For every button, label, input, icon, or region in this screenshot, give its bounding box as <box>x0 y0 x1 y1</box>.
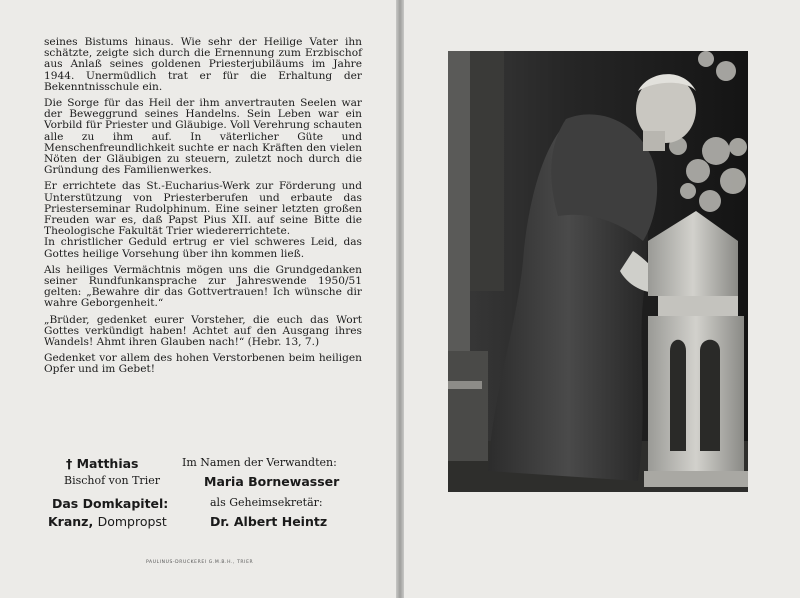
secretary-intro: als Geheimsekretär: <box>210 496 323 509</box>
photo-illustration <box>448 51 748 492</box>
relatives-intro: Im Namen der Verwandten: <box>182 456 337 469</box>
paragraph-suffering: In christlicher Geduld ertrug er viel schweres Leid, das Gottes heilige Vorsehung über ihn kommen ließ. <box>44 236 362 260</box>
relative-signature-name: Maria Bornewasser <box>204 474 340 489</box>
left-page <box>0 0 396 598</box>
cathedral-chapter-label: Das Domkapitel: <box>52 496 169 511</box>
archbishop-praying-photo <box>448 51 748 492</box>
paragraph-prayer-request: Gedenket vor allem des hohen Verstorbenen beim heiligen Opfer und im Gebet! <box>44 352 362 376</box>
printer-imprint: PAULINUS-DRUCKEREI G.M.B.H., TRIER <box>146 560 254 565</box>
reliquary-stand <box>644 211 748 487</box>
secretary-signature-name: Dr. Albert Heintz <box>210 514 328 529</box>
paragraph-legacy: Als heiliges Vermächtnis mögen uns die Grundgedanken seiner Rundfunkansprache zur Jahreswende 1950/51 gelten: „Bewahre dir das Gottvertrauen! Ich wünsche dir wahre Geborgenheit.“ <box>44 263 362 310</box>
bishop-signature-title: Bischof von Trier <box>64 474 160 487</box>
paragraph-care-of-souls: Die Sorge für das Heil der ihm anvertrauten Seelen war der Beweggrund seines Handelns. Sein Leben war ein Vorbild für Priester und Gläubige. Voll Verehrung schauten alle zu ihm auf. In väterlicher Güte und Menschenfreundlichkeit suchte er nach Kräften den vielen Nöten der Gläubigen zu steuern, zuletzt noch durch die Gründung des Familienwerkes. <box>44 97 362 177</box>
paragraph-scripture-quote: „Brüder, gedenket eurer Vorsteher, die euch das Wort Gottes verkündigt haben! Achtet auf den Ausgang ihres Wandels! Ahmt ihren Glauben nach!“ (Hebr. 13, 7.) <box>44 313 362 349</box>
page-fold <box>396 0 404 598</box>
provost-title: Dompropst <box>97 514 167 529</box>
bishop-signature-name: † Matthias <box>66 456 139 471</box>
paragraph-jubilee: seines Bistums hinaus. Wie sehr der Heilige Vater ihn schätzte, zeigte sich durch die Ernennung zum Erzbischof aus Anlaß seines goldenen Priesterjubiläums im Jahre 1944. Unermüdlich trat er für die Erhaltung der Bekenntnisschule ein. <box>44 36 362 93</box>
provost-name: Kranz, <box>48 514 94 529</box>
obituary-text <box>44 37 362 381</box>
provost-signature <box>48 514 167 529</box>
paragraph-foundations: Er errichtete das St.-Eucharius-Werk zur Förderung und Unterstützung von Priesterberufen und erbaute das Priesterseminar Rudolphinum. Eine seiner letzten großen Freuden war es, daß Papst Pius XII. auf seine Bitte die Theologische Fakultät Trier wiedererrichtete. <box>44 180 362 238</box>
